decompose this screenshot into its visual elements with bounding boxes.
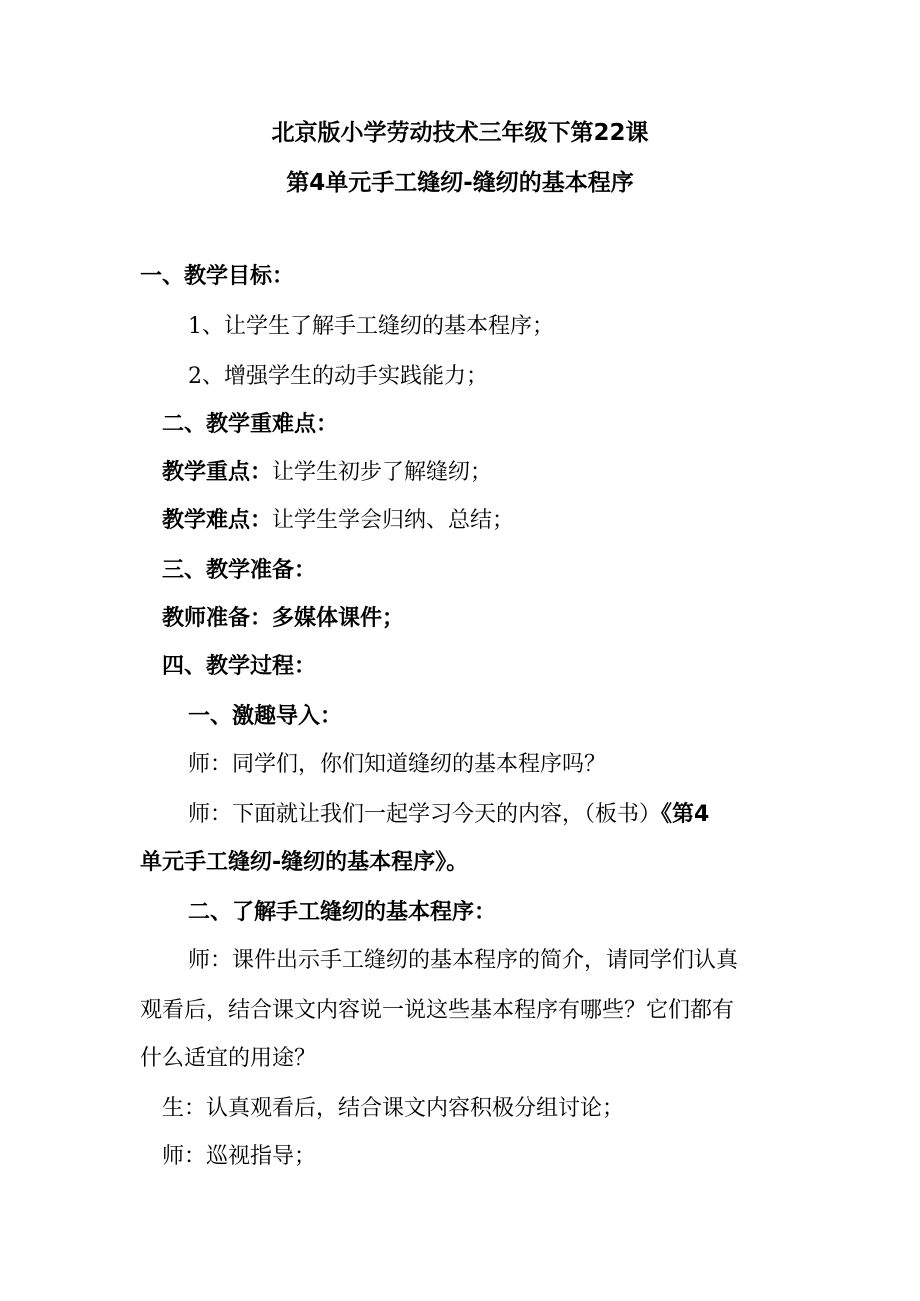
preparation-heading: 三、教学准备： (162, 558, 317, 583)
step2-paragraph-1-line3: 什么适宜的用途？ (140, 1046, 317, 1071)
document-title: 北京版小学劳动技术三年级下第22课 (271, 120, 649, 146)
difficult-point-text: 让学生学会归纳、总结； (272, 508, 515, 533)
goal-item-2: 2、增强学生的动手实践能力； (188, 364, 488, 389)
step1-paragraph-1: 师：同学们，你们知道缝纫的基本程序吗？ (188, 752, 607, 777)
step2-paragraph-1-line2: 观看后，结合课文内容说一说这些基本程序有哪些？它们都有 (140, 998, 735, 1023)
difficult-point-line (162, 506, 514, 536)
step2-paragraph-1-line1: 师：课件出示手工缝纫的基本程序的简介，请同学们认真 (188, 948, 739, 973)
document-subtitle: 第4单元手工缝纫-缝纫的基本程序 (286, 170, 634, 196)
step1-paragraph-2-text: 师：下面就让我们一起学习今天的内容，（板书） (188, 802, 662, 827)
step1-paragraph-2-line2: 单元手工缝纫-缝纫的基本程序》。 (140, 850, 469, 875)
preparation-text: 教师准备：多媒体课件； (162, 606, 405, 631)
step1-heading: 一、激趣导入： (188, 704, 343, 729)
step2-paragraph-3: 师：巡视指导； (162, 1144, 317, 1169)
step1-paragraph-2-title-start: 《第4 (661, 802, 710, 827)
step2-paragraph-2: 生：认真观看后，结合课文内容积极分组讨论； (162, 1096, 625, 1121)
step1-paragraph-2-line1 (188, 800, 709, 830)
goal-item-1: 1、让学生了解手工缝纫的基本程序； (188, 314, 554, 339)
key-point-line (162, 458, 492, 488)
key-point-label: 教学重点： (162, 460, 273, 485)
key-point-text: 让学生初步了解缝纫； (272, 460, 493, 485)
goals-heading: 一、教学目标： (140, 264, 295, 289)
difficult-point-label: 教学难点： (162, 508, 273, 533)
process-heading: 四、教学过程： (162, 654, 317, 679)
step2-heading: 二、了解手工缝纫的基本程序： (188, 900, 497, 925)
key-points-heading: 二、教学重难点： (162, 412, 339, 437)
